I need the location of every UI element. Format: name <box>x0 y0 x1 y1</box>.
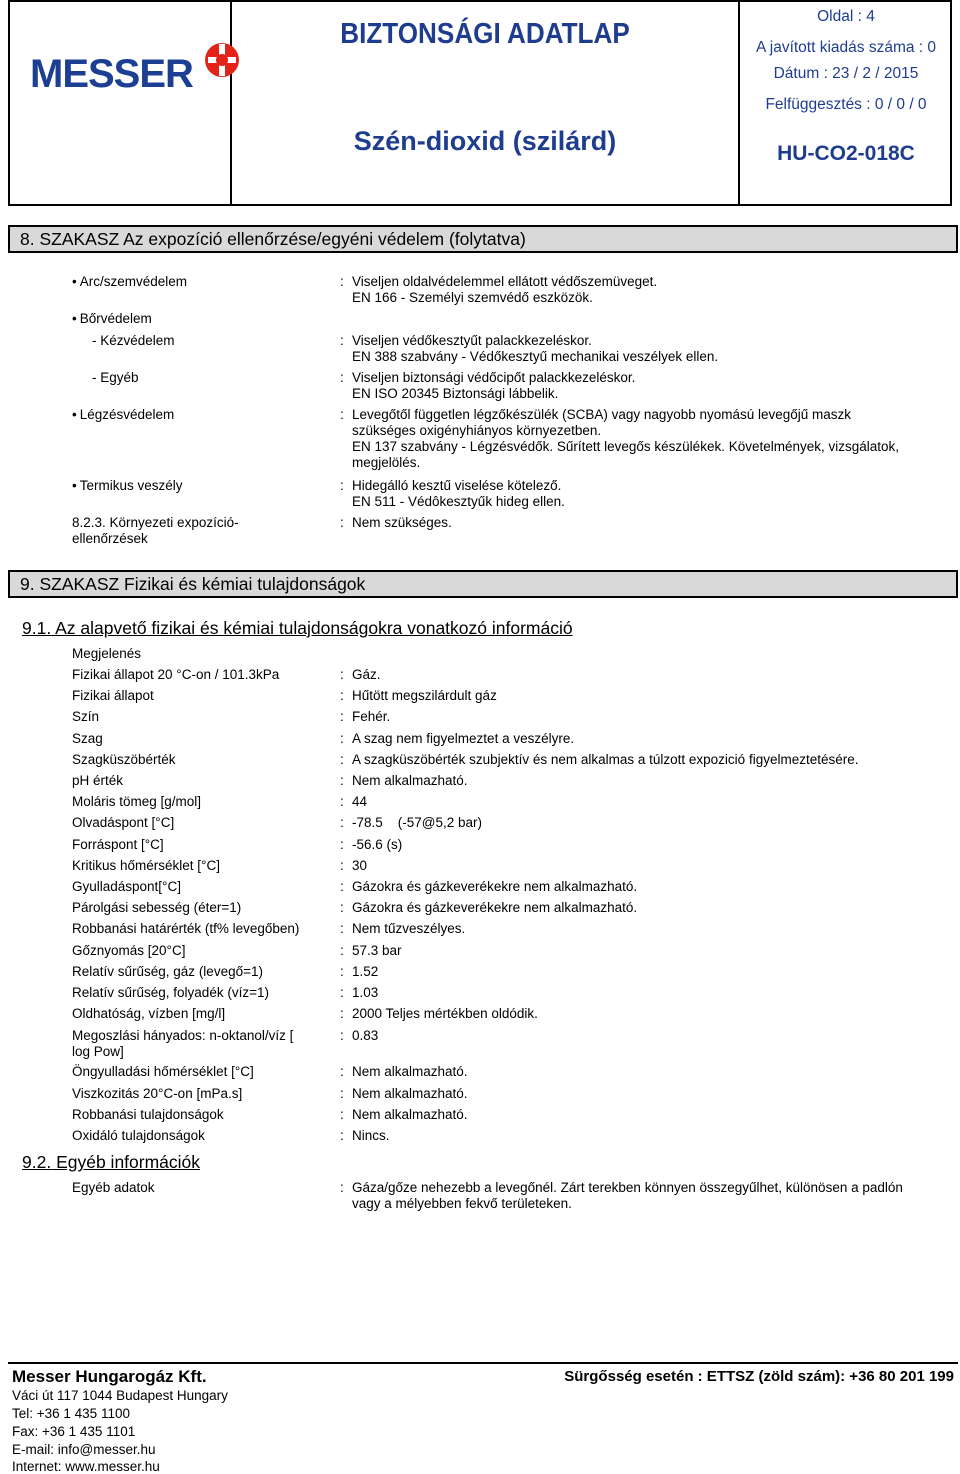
environmental-exposure-value: Nem szükséges. <box>352 515 452 530</box>
property-value: Nincs. <box>352 1128 390 1143</box>
property-label: Öngyulladási hőmérséklet [°C] <box>72 1064 254 1079</box>
colon: : <box>340 1107 344 1122</box>
colon: : <box>340 1128 344 1143</box>
colon: : <box>340 921 344 936</box>
property-value: Gáz. <box>352 667 381 682</box>
company-name: Messer Hungarogáz Kft. <box>12 1367 207 1386</box>
colon: : <box>340 773 344 788</box>
respiratory-protection-value: Levegőtől független légzőkészülék (SCBA) vagy nagyobb nyomású levegőjű maszk szükséges oxigényhiányos környezetben. EN 137 szabvány - Légzésvédők. Sűrített levegős készülékek. Követelmények, vizsgálatok, megjelölés. <box>352 407 900 470</box>
colon: : <box>340 879 344 894</box>
property-value: 1.03 <box>352 985 379 1000</box>
hand-protection-label: - Kézvédelem <box>92 333 175 348</box>
company-email: E-mail: info@messer.hu <box>12 1442 156 1457</box>
property-value: -78.5 (-57@5,2 bar) <box>352 815 483 830</box>
appearance-label: Megjelenés <box>72 646 142 661</box>
colon: : <box>340 985 344 1000</box>
property-value: Nem tűzveszélyes. <box>352 921 466 936</box>
subsection-9-2-heading: 9.2. Egyéb információk <box>22 1152 201 1172</box>
colon: : <box>340 274 344 289</box>
property-value: 2000 Teljes mértékben oldódik. <box>352 1006 538 1021</box>
property-value: -56.6 (s) <box>352 837 403 852</box>
colon: : <box>340 1064 344 1079</box>
property-label: Robbanási határérték (tf% levegőben) <box>72 921 300 936</box>
property-label: Párolgási sebesség (éter=1) <box>72 900 242 915</box>
messer-logo <box>30 40 230 94</box>
property-label: Fizikai állapot <box>72 688 154 703</box>
eye-protection-value: Viseljen oldalvédelemmel ellátott védőszemüveget. EN 166 - Személyi szemvédő eszközök. <box>352 274 658 305</box>
property-label: Relatív sűrűség, folyadék (víz=1) <box>72 985 269 1000</box>
colon: : <box>340 370 344 385</box>
property-label: Gőznyomás [20°C] <box>72 943 186 958</box>
property-value: 30 <box>352 858 368 873</box>
colon: : <box>340 407 344 422</box>
colon: : <box>340 794 344 809</box>
property-value: Hűtött megszilárdult gáz <box>352 688 497 703</box>
property-value: Nem alkalmazható. <box>352 773 468 788</box>
property-value: Nem alkalmazható. <box>352 1064 468 1079</box>
thermal-hazard-value: Hidegálló kesztű viselése kötelező. EN 511 - Védôkesztyűk hideg ellen. <box>352 478 565 509</box>
company-phone: Tel: +36 1 435 1100 <box>12 1406 130 1421</box>
meta-cell <box>740 2 952 206</box>
thermal-hazard-label: • Termikus veszély <box>72 478 183 494</box>
other-protection-label: - Egyéb <box>92 370 139 385</box>
supersedes: Felfüggesztés : 0 / 0 / 0 <box>765 96 927 113</box>
respiratory-protection-label: • Légzésvédelem <box>72 407 174 423</box>
page-number: Oldal : 4 <box>817 8 875 25</box>
colon: : <box>340 731 344 746</box>
colon: : <box>340 943 344 958</box>
colon: : <box>340 709 344 724</box>
colon: : <box>340 515 344 530</box>
colon: : <box>340 1086 344 1101</box>
property-value: Fehér. <box>352 709 391 724</box>
property-label: Szín <box>72 709 100 724</box>
property-value: Nem alkalmazható. <box>352 1086 468 1101</box>
property-label: pH érték <box>72 773 124 788</box>
property-label: Moláris tömeg [g/mol] <box>72 794 202 809</box>
property-label: Szagküszöbérték <box>72 752 176 767</box>
property-value: A szag nem figyelmeztet a veszélyre. <box>352 731 575 746</box>
colon: : <box>340 688 344 703</box>
property-label: Kritikus hőmérséklet [°C] <box>72 858 220 873</box>
document-date: Dátum : 23 / 2 / 2015 <box>773 65 919 82</box>
skin-protection-label: • Bőrvédelem <box>72 311 152 327</box>
environmental-exposure-label: 8.2.3. Környezeti expozíció- ellenőrzések <box>72 515 239 546</box>
property-value: 44 <box>352 794 368 809</box>
property-value: A szagküszöbérték szubjektív és nem alkalmas a túlzott expozició figyelmeztetésére. <box>352 752 859 767</box>
property-label: Forráspont [°C] <box>72 837 164 852</box>
product-name: Szén-dioxid (szilárd) <box>353 126 617 156</box>
colon: : <box>340 1028 344 1043</box>
colon: : <box>340 900 344 915</box>
other-data-value: Gáza/gőze nehezebb a levegőnél. Zárt terekben könnyen összegyűlhet, különösen a padlón vagy a mélyebben fekvő területeken. <box>352 1180 903 1211</box>
colon: : <box>340 333 344 348</box>
document-header <box>8 0 952 206</box>
logo-text: MESSER <box>30 52 193 96</box>
colon: : <box>340 1006 344 1021</box>
company-fax: Fax: +36 1 435 1101 <box>12 1424 136 1439</box>
document-title: BIZTONSÁGI ADATLAP <box>340 18 630 50</box>
other-data-label: Egyéb adatok <box>72 1180 155 1195</box>
emergency-contact: Sürgősség esetén : ETTSZ (zöld szám): +36 80 201 199 <box>564 1368 954 1385</box>
property-value: 0.83 <box>352 1028 379 1043</box>
property-label: Viszkozitás 20°C-on [mPa.s] <box>72 1086 243 1101</box>
property-label: Fizikai állapot 20 °C-on / 101.3kPa <box>72 667 280 682</box>
property-label: Robbanási tulajdonságok <box>72 1107 224 1122</box>
other-protection-value: Viseljen biztonsági védőcipőt palackkezeléskor. EN ISO 20345 Biztonsági lábbelik. <box>352 370 636 401</box>
section-8-title: 8. SZAKASZ Az expozíció ellenőrzése/egyéni védelem (folytatva) <box>8 225 958 253</box>
property-value: Gázokra és gázkeverékekre nem alkalmazható. <box>352 900 638 915</box>
property-value: 57.3 bar <box>352 943 402 958</box>
logo-cell <box>10 2 232 206</box>
hand-protection-value: Viseljen védőkesztyűt palackkezeléskor. EN 388 szabvány - Védőkesztyű mechanikai veszélyek ellen. <box>352 333 719 364</box>
section-9-title: 9. SZAKASZ Fizikai és kémiai tulajdonságok <box>8 570 958 598</box>
colon: : <box>340 1180 344 1195</box>
colon: : <box>340 964 344 979</box>
property-value: 1.52 <box>352 964 379 979</box>
property-label: Relatív sűrűség, gáz (levegő=1) <box>72 964 263 979</box>
property-label: Gyulladáspont[°C] <box>72 879 181 894</box>
property-value: Nem alkalmazható. <box>352 1107 468 1122</box>
colon: : <box>340 667 344 682</box>
colon: : <box>340 815 344 830</box>
title-cell <box>232 2 740 206</box>
footer-divider <box>8 1362 958 1364</box>
property-label: Oldhatóság, vízben [mg/l] <box>72 1006 226 1021</box>
colon: : <box>340 752 344 767</box>
revision-number: A javított kiadás száma : 0 <box>755 39 937 56</box>
property-label: Oxidáló tulajdonságok <box>72 1128 205 1143</box>
colon: : <box>340 478 344 493</box>
property-label: Szag <box>72 731 103 746</box>
company-website: Internet: www.messer.hu <box>12 1459 160 1474</box>
subsection-9-1-heading: 9.1. Az alapvető fizikai és kémiai tulajdonságokra vonatkozó információ <box>22 618 573 638</box>
property-label: Megoszlási hányados: n-oktanol/víz [ log Pow] <box>72 1028 294 1059</box>
property-value: Gázokra és gázkeverékekre nem alkalmazható. <box>352 879 638 894</box>
document-code: HU-CO2-018C <box>777 142 915 165</box>
colon: : <box>340 837 344 852</box>
eye-protection-label: • Arc/szemvédelem <box>72 274 187 290</box>
colon: : <box>340 858 344 873</box>
company-address: Váci út 117 1044 Budapest Hungary <box>12 1388 228 1403</box>
property-label: Olvadáspont [°C] <box>72 815 175 830</box>
